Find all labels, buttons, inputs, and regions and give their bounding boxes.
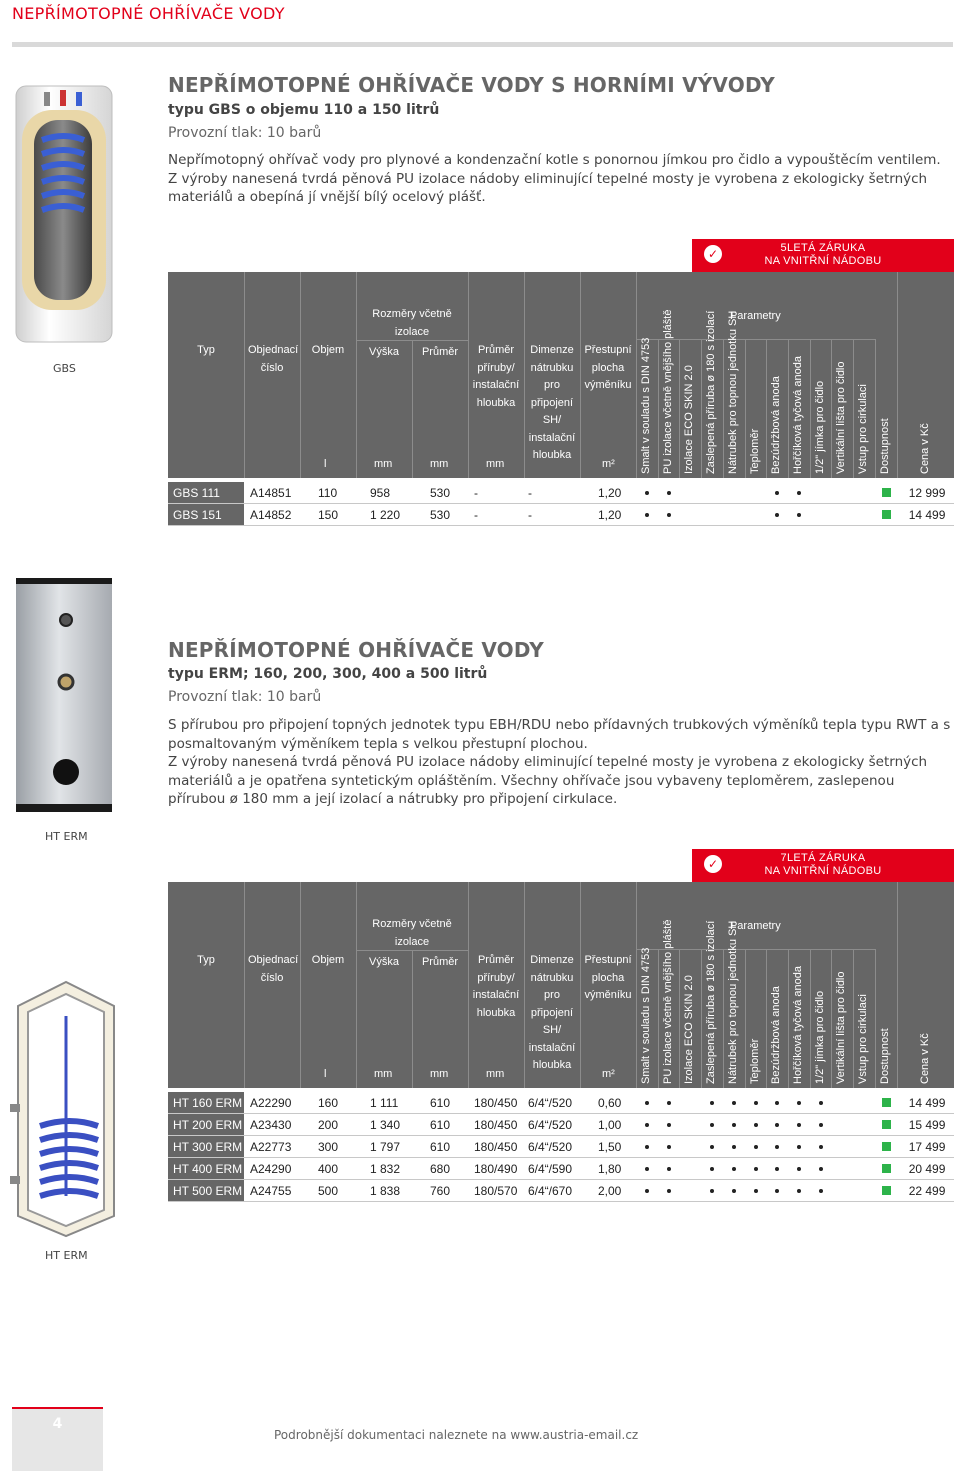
unit-unit_m2: m²	[602, 1068, 615, 1080]
unit-unit_mm1: mm	[374, 1068, 393, 1080]
param-header-5: Teploměr	[748, 1038, 761, 1084]
erm-subtitle: typu ERM; 160, 200, 300, 400 a 500 litrů	[168, 666, 488, 682]
table-row	[168, 1114, 954, 1136]
warranty-line-1: 7LETÁ ZÁRUKA	[780, 852, 866, 864]
column-divider	[658, 949, 659, 1088]
table-row	[168, 1092, 954, 1114]
cell-vyska: 1 340	[370, 1118, 401, 1132]
column-divider	[897, 272, 898, 478]
param-header-10: Vstup pro cirkulaci	[857, 994, 869, 1084]
warranty-line-2: NA VNITŘNÍ NÁDOBU	[764, 255, 882, 267]
column-divider	[636, 882, 637, 1088]
col-header-plocha: Přestupní plocha výměníku	[584, 954, 632, 1001]
cell-objem: 500	[318, 1184, 339, 1198]
col-header-objednaci: Objednací číslo	[248, 954, 299, 984]
warranty-band	[692, 849, 954, 882]
gbs-heater-image	[14, 80, 114, 345]
feature-dot-icon	[710, 1167, 714, 1171]
cell-objem: 300	[318, 1140, 339, 1154]
column-divider	[875, 339, 876, 478]
cell-obj: A22773	[250, 1140, 292, 1154]
column-divider	[788, 339, 789, 478]
cell-priruba: 180/450	[474, 1118, 518, 1132]
feature-dot-icon	[710, 1145, 714, 1149]
footer-link-text: Podrobnější dokumentaci naleznete na www.austria-email.cz	[274, 1428, 639, 1442]
cell-vyska: 1 111	[370, 1096, 399, 1110]
header-divider	[12, 42, 953, 47]
cell-natrubek: -	[528, 486, 532, 500]
param-header-6: Bezúdržbová anoda	[770, 986, 783, 1084]
cell-natrubek: 6/4“/520	[528, 1118, 573, 1132]
feature-dot-icon	[775, 1101, 779, 1105]
column-divider	[244, 882, 245, 1088]
gbs-desc-1: Nepřímotopný ohřívač vody pro plynové a kondenzační kotle s ponornou jímkou pro čidlo a vypouštěcím ventilem.	[168, 152, 941, 168]
col-header-typ: Typ	[197, 954, 215, 966]
column-divider	[810, 949, 811, 1088]
param-header-9: Vertikální lišta pro čidlo	[835, 361, 848, 474]
cell-cena: 15 499	[908, 1118, 946, 1132]
gbs-description	[168, 151, 954, 207]
availability-icon	[882, 1186, 891, 1195]
column-divider	[745, 339, 746, 478]
gbs-spec-table	[168, 239, 954, 529]
cell-obj: A24290	[250, 1162, 292, 1176]
param-header-2: Izolace ECO SKIN 2.0	[683, 365, 696, 474]
erm-heater-image	[14, 578, 114, 813]
feature-dot-icon	[645, 1189, 649, 1193]
cell-objem: 110	[318, 486, 338, 500]
column-divider	[524, 272, 525, 478]
column-divider	[524, 882, 525, 1088]
cell-objem: 150	[318, 508, 339, 522]
erm-image-caption-top: HT ERM	[45, 830, 88, 843]
availability-icon	[882, 1164, 891, 1173]
cell-typ: HT 500 ERM	[168, 1180, 244, 1202]
col-header-typ: Typ	[197, 344, 215, 356]
feature-dot-icon	[645, 513, 649, 517]
col-header-plocha: Přestupní plocha výměníku	[584, 344, 632, 391]
feature-dot-icon	[754, 1123, 758, 1127]
cell-prumer: 610	[430, 1140, 451, 1154]
cell-natrubek: 6/4“/520	[528, 1096, 573, 1110]
feature-dot-icon	[797, 1101, 801, 1105]
column-divider	[810, 339, 811, 478]
table-row	[168, 1136, 954, 1158]
cell-obj: A23430	[250, 1118, 292, 1132]
cell-priruba: 180/490	[474, 1162, 518, 1176]
table-row	[168, 504, 954, 526]
feature-dot-icon	[775, 491, 779, 495]
param-header-0: Smalt v souladu s DIN 4753	[640, 947, 652, 1084]
cell-plocha: 0,60	[598, 1096, 622, 1110]
col-header-priruba: Průměr příruby/ instalační hloubka	[472, 344, 520, 409]
warranty-line-1: 5LETÁ ZÁRUKA	[780, 242, 866, 254]
cell-obj: A22290	[250, 1096, 292, 1110]
feature-dot-icon	[645, 1167, 649, 1171]
cell-natrubek: -	[528, 508, 532, 522]
feature-dot-icon	[754, 1101, 758, 1105]
page-number: 4	[52, 1416, 63, 1432]
col-header-rozmery: Rozměry včetně izolace	[372, 308, 452, 338]
feature-dot-icon	[710, 1189, 714, 1193]
availability-icon	[882, 1120, 891, 1129]
gbs-image-caption: GBS	[53, 362, 76, 375]
col-header-objednaci: Objednací číslo	[248, 344, 299, 374]
unit-unit_mm2: mm	[430, 458, 449, 470]
param-header-10: Vstup pro cirkulaci	[857, 384, 869, 474]
feature-dot-icon	[797, 513, 801, 517]
gbs-title: NEPŘÍMOTOPNÉ OHŘÍVAČE VODY S HORNÍMI VÝVODY	[168, 73, 775, 97]
param-header-4: Nátrubek pro topnou jednotku SH	[726, 310, 739, 474]
table-row	[168, 482, 954, 504]
feature-dot-icon	[797, 1167, 801, 1171]
feature-dot-icon	[775, 1145, 779, 1149]
table-row	[168, 1180, 954, 1202]
cell-obj: A14851	[250, 486, 292, 500]
feature-dot-icon	[710, 1123, 714, 1127]
column-divider	[580, 882, 581, 1088]
cell-natrubek: 6/4“/520	[528, 1140, 573, 1154]
column-divider	[580, 272, 581, 478]
cell-prumer: 760	[430, 1184, 451, 1198]
column-divider	[244, 272, 245, 478]
cell-priruba: 180/450	[474, 1096, 518, 1110]
feature-dot-icon	[819, 1123, 823, 1127]
unit-unit_m2: m²	[602, 458, 615, 470]
erm-desc-1: S přírubou pro připojení topných jednotek typu EBH/RDU nebo přídavných trubkových výměníků tepla typu RWT a s posmaltovaným výměníkem tepla s velkou přestupní plochou.	[168, 717, 951, 752]
cell-prumer: 530	[430, 508, 451, 522]
col-header-natrubek: Dimenze nátrubku pro připojení SH/ instalační hloubka	[528, 344, 576, 461]
cell-obj: A24755	[250, 1184, 292, 1198]
column-divider	[468, 882, 469, 1088]
param-header-12: Cena v Kč	[918, 1033, 931, 1084]
cell-vyska: 1 832	[370, 1162, 401, 1176]
feature-dot-icon	[667, 1123, 671, 1127]
param-header-8: 1/2" jímka pro čidlo	[813, 990, 826, 1084]
column-divider	[897, 882, 898, 1088]
cell-cena: 17 499	[908, 1140, 946, 1154]
cell-cena: 14 499	[908, 1096, 946, 1110]
feature-dot-icon	[797, 491, 801, 495]
cell-typ: GBS 111	[168, 482, 244, 504]
feature-dot-icon	[645, 1123, 649, 1127]
column-divider	[788, 949, 789, 1088]
col-header-objem: Objem	[311, 344, 345, 356]
cell-vyska: 1 797	[370, 1140, 401, 1154]
cell-typ: HT 300 ERM	[168, 1136, 244, 1158]
param-header-0: Smalt v souladu s DIN 4753	[640, 337, 652, 474]
cell-natrubek: 6/4“/670	[528, 1184, 573, 1198]
column-divider	[723, 949, 724, 1088]
cell-cena: 22 499	[908, 1184, 946, 1198]
feature-dot-icon	[732, 1101, 736, 1105]
column-divider	[831, 949, 832, 1088]
column-divider	[831, 339, 832, 478]
erm-spec-table	[168, 849, 954, 1214]
cell-objem: 160	[318, 1096, 339, 1110]
col-header-natrubek: Dimenze nátrubku pro připojení SH/ instalační hloubka	[528, 954, 576, 1071]
availability-icon	[882, 1098, 891, 1107]
param-header-1: PU izolace včetně vnějšího pláště	[661, 919, 674, 1084]
col-header-prumer: Průměr	[421, 956, 459, 968]
feature-dot-icon	[645, 1101, 649, 1105]
param-header-11: Dostupnost	[878, 1028, 891, 1084]
cell-cena: 12 999	[908, 486, 946, 500]
cell-vyska: 1 220	[370, 508, 401, 522]
feature-dot-icon	[732, 1189, 736, 1193]
column-divider	[766, 949, 767, 1088]
cell-plocha: 1,20	[598, 508, 622, 522]
unit-unit_mm2: mm	[430, 1068, 449, 1080]
cell-natrubek: 6/4“/590	[528, 1162, 573, 1176]
cell-typ: HT 400 ERM	[168, 1158, 244, 1180]
feature-dot-icon	[775, 1189, 779, 1193]
param-header-2: Izolace ECO SKIN 2.0	[683, 975, 696, 1084]
column-divider	[679, 339, 680, 478]
feature-dot-icon	[667, 1189, 671, 1193]
feature-dot-icon	[667, 513, 671, 517]
column-divider	[853, 339, 854, 478]
cell-typ: HT 200 ERM	[168, 1114, 244, 1136]
feature-dot-icon	[754, 1167, 758, 1171]
feature-dot-icon	[775, 1167, 779, 1171]
param-header-5: Teploměr	[748, 428, 761, 474]
feature-dot-icon	[797, 1145, 801, 1149]
column-divider	[658, 339, 659, 478]
feature-dot-icon	[645, 1145, 649, 1149]
gbs-subtitle: typu GBS o objemu 110 a 150 litrů	[168, 102, 440, 118]
column-divider	[766, 339, 767, 478]
column-divider	[701, 339, 702, 478]
column-divider	[300, 882, 301, 1088]
cell-prumer: 530	[430, 486, 451, 500]
param-header-3: Zaslepená příruba ø 180 s izolací	[705, 310, 718, 474]
availability-icon	[882, 1142, 891, 1151]
row-divider	[168, 525, 954, 526]
column-divider	[875, 949, 876, 1088]
param-header-7: Hořčíková tyčová anoda	[791, 355, 804, 474]
warranty-check-icon: ✓	[704, 855, 722, 873]
param-header-7: Hořčíková tyčová anoda	[791, 965, 804, 1084]
feature-dot-icon	[819, 1101, 823, 1105]
availability-icon	[882, 510, 891, 519]
col-header-parametry: Parametry	[729, 920, 781, 932]
feature-dot-icon	[732, 1145, 736, 1149]
feature-dot-icon	[819, 1167, 823, 1171]
warranty-band	[692, 239, 954, 272]
column-divider	[679, 949, 680, 1088]
col-header-vyska: Výška	[369, 346, 399, 358]
feature-dot-icon	[667, 491, 671, 495]
param-header-6: Bezúdržbová anoda	[770, 376, 783, 474]
col-header-priruba: Průměr příruby/ instalační hloubka	[472, 954, 520, 1019]
unit-unit_l: l	[324, 1068, 327, 1080]
gbs-pressure: Provozní tlak: 10 barů	[168, 125, 322, 141]
column-divider	[300, 272, 301, 478]
cell-plocha: 1,00	[598, 1118, 622, 1132]
col-header-parametry: Parametry	[729, 310, 781, 322]
feature-dot-icon	[754, 1145, 758, 1149]
unit-unit_l: l	[324, 458, 327, 470]
feature-dot-icon	[667, 1167, 671, 1171]
feature-dot-icon	[754, 1189, 758, 1193]
cell-plocha: 1,20	[598, 486, 622, 500]
erm-title: NEPŘÍMOTOPNÉ OHŘÍVAČE VODY	[168, 638, 544, 662]
column-divider	[853, 949, 854, 1088]
erm-cutaway-image	[10, 976, 122, 1241]
table-row	[168, 1158, 954, 1180]
cell-plocha: 1,50	[598, 1140, 622, 1154]
col-header-vyska: Výška	[369, 956, 399, 968]
warranty-check-icon: ✓	[704, 245, 722, 263]
cell-vyska: 1 838	[370, 1184, 401, 1198]
unit-unit_mm1: mm	[374, 458, 393, 470]
unit-unit_mm3: mm	[486, 458, 505, 470]
feature-dot-icon	[775, 513, 779, 517]
feature-dot-icon	[667, 1101, 671, 1105]
cell-vyska: 958	[370, 486, 391, 500]
cell-priruba: 180/570	[474, 1184, 518, 1198]
cell-prumer: 610	[430, 1096, 451, 1110]
column-divider	[723, 339, 724, 478]
column-divider	[356, 272, 357, 478]
feature-dot-icon	[667, 1145, 671, 1149]
col-header-prumer: Průměr	[421, 346, 459, 358]
feature-dot-icon	[819, 1145, 823, 1149]
column-divider	[636, 272, 637, 478]
cell-plocha: 2,00	[598, 1184, 622, 1198]
cell-cena: 20 499	[908, 1162, 946, 1176]
erm-image-caption-bottom: HT ERM	[45, 1249, 88, 1262]
param-header-3: Zaslepená příruba ø 180 s izolací	[705, 920, 718, 1084]
erm-description	[168, 716, 954, 809]
erm-pressure: Provozní tlak: 10 barů	[168, 689, 322, 705]
cell-typ: HT 160 ERM	[168, 1092, 244, 1114]
cell-objem: 200	[318, 1118, 339, 1132]
feature-dot-icon	[797, 1123, 801, 1127]
param-header-12: Cena v Kč	[918, 423, 931, 474]
cell-objem: 400	[318, 1162, 339, 1176]
feature-dot-icon	[732, 1167, 736, 1171]
erm-desc-2: Z výroby nanesená tvrdá pěnová PU izolace nádoby eliminující tepelné mosty je vyrobena z ekologicky šetrných materiálů a je opatřena syntetickým opláštěním. Všechny ohřívače jsou vybaveny teploměrem, zaslepenou přírubou ø 180 mm a její izolací a nátrubky pro připojení cirkulace.	[168, 754, 928, 807]
feature-dot-icon	[775, 1123, 779, 1127]
cell-priruba: 180/450	[474, 1140, 518, 1154]
gbs-desc-2: Z výroby nanesená tvrdá pěnová PU izolace nádoby eliminující tepelné mosty je vyrobena z ekologicky šetrných materiálů a obepíná jí vnější bílý ocelový plášť.	[168, 170, 928, 205]
cell-typ: GBS 151	[168, 504, 244, 526]
column-divider	[701, 949, 702, 1088]
cell-cena: 14 499	[908, 508, 946, 522]
cell-priruba: -	[474, 508, 478, 522]
param-header-9: Vertikální lišta pro čidlo	[835, 971, 848, 1084]
unit-unit_mm3: mm	[486, 1068, 505, 1080]
cell-prumer: 610	[430, 1118, 451, 1132]
column-divider	[356, 882, 357, 1088]
cell-priruba: -	[474, 486, 478, 500]
row-divider	[168, 1201, 954, 1202]
cell-prumer: 680	[430, 1162, 451, 1176]
feature-dot-icon	[710, 1101, 714, 1105]
feature-dot-icon	[645, 491, 649, 495]
feature-dot-icon	[819, 1189, 823, 1193]
feature-dot-icon	[797, 1189, 801, 1193]
param-header-4: Nátrubek pro topnou jednotku SH	[726, 920, 739, 1084]
cell-plocha: 1,80	[598, 1162, 622, 1176]
feature-dot-icon	[732, 1123, 736, 1127]
param-header-11: Dostupnost	[878, 418, 891, 474]
param-header-8: 1/2" jímka pro čidlo	[813, 380, 826, 474]
warranty-line-2: NA VNITŘNÍ NÁDOBU	[764, 865, 882, 877]
page-header-title: NEPŘÍMOTOPNÉ OHŘÍVAČE VODY	[12, 4, 285, 23]
param-header-1: PU izolace včetně vnějšího pláště	[661, 309, 674, 474]
column-divider	[745, 949, 746, 1088]
cell-obj: A14852	[250, 508, 292, 522]
availability-icon	[882, 488, 891, 497]
column-divider	[468, 272, 469, 478]
col-header-rozmery: Rozměry včetně izolace	[372, 918, 452, 948]
col-header-objem: Objem	[311, 954, 345, 966]
